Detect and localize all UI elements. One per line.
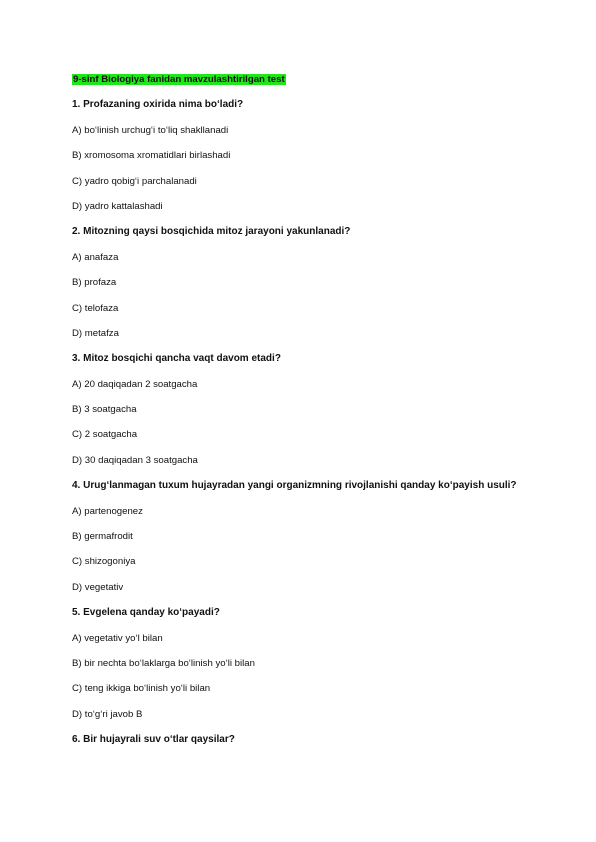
question-4-option-a: A) partenogenez <box>72 505 143 517</box>
question-2-option-d: D) metafza <box>72 327 119 339</box>
document-title: 9-sinf Biologiya fanidan mavzulashtirilgan test <box>73 74 285 85</box>
question-4-option-d: D) vegetativ <box>72 581 124 593</box>
question-3-option-c: C) 2 soatgacha <box>72 429 138 441</box>
document-title-line <box>72 72 532 97</box>
question-2-option-c: C) telofaza <box>72 302 119 314</box>
question-2-option-b: B) profaza <box>72 277 117 289</box>
question-1: 1. Profazaning oxirida nima bo‘ladi? <box>72 99 244 111</box>
question-4-option-c: C) shizogoniya <box>72 556 136 568</box>
question-3-option-a: A) 20 daqiqadan 2 soatgacha <box>72 378 198 390</box>
question-3-option-d: D) 30 daqiqadan 3 soatgacha <box>72 454 198 466</box>
question-5-option-b: B) bir nechta bo‘laklarga bo‘linish yo‘li bilan <box>72 657 255 669</box>
question-1-option-d: D) yadro kattalashadi <box>72 200 163 212</box>
question-3: 3. Mitoz bosqichi qancha vaqt davom etadi? <box>72 353 281 365</box>
question-5-option-d: D) to‘g‘ri javob B <box>72 708 143 720</box>
question-3-option-b: B) 3 soatgacha <box>72 404 137 416</box>
question-5-option-c: C) teng ikkiga bo‘linish yo‘li bilan <box>72 683 211 695</box>
question-5: 5. Evgelena qanday ko‘payadi? <box>72 607 220 619</box>
question-1-option-a: A) bo‘linish urchug‘i to‘liq shakllanadi <box>72 124 229 136</box>
question-2: 2. Mitozning qaysi bosqichida mitoz jarayoni yakunlanadi? <box>72 226 351 238</box>
question-5-option-a: A) vegetativ yo‘l bilan <box>72 632 163 644</box>
question-6: 6. Bir hujayrali suv o‘tlar qaysilar? <box>72 734 235 746</box>
document-content <box>72 72 532 758</box>
question-1-option-b: B) xromosoma xromatidlari birlashadi <box>72 150 231 162</box>
question-2-option-a: A) anafaza <box>72 251 119 263</box>
question-4: 4. Urug‘lanmagan tuxum hujayradan yangi organizmning rivojlanishi qanday ko‘payish usuli? <box>72 480 517 492</box>
question-1-option-c: C) yadro qobig‘i parchalanadi <box>72 175 197 187</box>
question-4-option-b: B) germafrodit <box>72 531 133 543</box>
